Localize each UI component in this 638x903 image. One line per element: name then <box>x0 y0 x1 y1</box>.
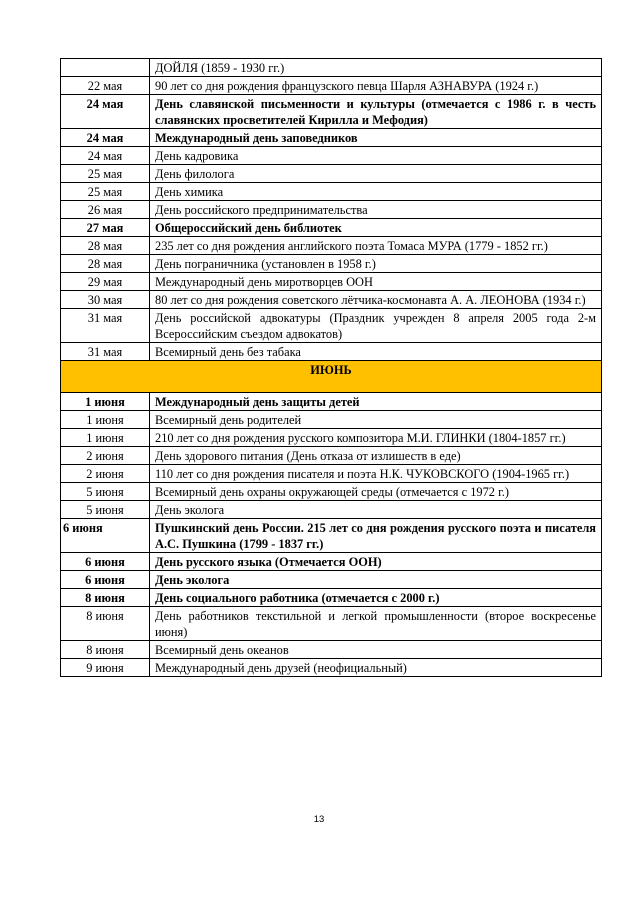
date-cell: 1 июня <box>61 393 150 411</box>
date-cell: 5 июня <box>61 483 150 501</box>
date-cell: 5 июня <box>61 501 150 519</box>
table-row <box>61 343 602 361</box>
date-cell: 1 июня <box>61 429 150 447</box>
date-cell: 25 мая <box>61 183 150 201</box>
events-table <box>60 58 602 677</box>
table-row <box>61 483 602 501</box>
table-row <box>61 273 602 291</box>
event-cell: День филолога <box>150 165 602 183</box>
date-cell: 26 мая <box>61 201 150 219</box>
event-cell: Международный день заповедников <box>150 129 602 147</box>
table-row <box>61 309 602 343</box>
event-cell: Всемирный день без табака <box>150 343 602 361</box>
table-row <box>61 201 602 219</box>
page-number: 13 <box>313 814 325 825</box>
event-cell: 210 лет со дня рождения русского композитора М.И. ГЛИНКИ (1804-1857 гг.) <box>150 429 602 447</box>
date-cell: 2 июня <box>61 465 150 483</box>
date-cell: 28 мая <box>61 237 150 255</box>
date-cell <box>61 59 150 77</box>
event-cell: Международный день миротворцев ООН <box>150 273 602 291</box>
date-cell: 24 мая <box>61 129 150 147</box>
event-cell: День российского предпринимательства <box>150 201 602 219</box>
event-cell: День здорового питания (День отказа от излишеств в еде) <box>150 447 602 465</box>
date-cell: 1 июня <box>61 411 150 429</box>
date-cell: 28 мая <box>61 255 150 273</box>
table-row <box>61 519 602 553</box>
event-cell: Международный день защиты детей <box>150 393 602 411</box>
date-cell: 31 мая <box>61 309 150 343</box>
table-row <box>61 95 602 129</box>
table-row <box>61 59 602 77</box>
month-header-row <box>61 361 602 393</box>
table-row <box>61 571 602 589</box>
table-row <box>61 147 602 165</box>
table-row <box>61 237 602 255</box>
table-row <box>61 255 602 273</box>
table-row <box>61 291 602 309</box>
event-cell: День эколога <box>150 571 602 589</box>
table-row <box>61 465 602 483</box>
event-cell: День российской адвокатуры (Праздник учрежден 8 апреля 2005 года 2-м Всероссийским съездом адвокатов) <box>150 309 602 343</box>
event-cell: День кадровика <box>150 147 602 165</box>
date-cell: 29 мая <box>61 273 150 291</box>
event-cell: 80 лет со дня рождения советского лётчика-космонавта А. А. ЛЕОНОВА (1934 г.) <box>150 291 602 309</box>
table-row <box>61 183 602 201</box>
date-cell: 25 мая <box>61 165 150 183</box>
month-header: ИЮНЬ <box>61 361 602 393</box>
table-row <box>61 659 602 677</box>
event-cell: ДОЙЛЯ (1859 - 1930 гг.) <box>150 59 602 77</box>
event-cell: День эколога <box>150 501 602 519</box>
date-cell: 6 июня <box>61 553 150 571</box>
table-body <box>61 59 602 677</box>
event-cell: Всемирный день охраны окружающей среды (отмечается с 1972 г.) <box>150 483 602 501</box>
event-cell: Пушкинский день России. 215 лет со дня рождения русского поэта и писателя А.С. Пушкина (1799 - 1837 гг.) <box>150 519 602 553</box>
table-row <box>61 589 602 607</box>
table-row <box>61 77 602 95</box>
date-cell: 6 июня <box>61 519 150 553</box>
date-cell: 24 мая <box>61 147 150 165</box>
date-cell: 6 июня <box>61 571 150 589</box>
date-cell: 27 мая <box>61 219 150 237</box>
event-cell: 235 лет со дня рождения английского поэта Томаса МУРА (1779 - 1852 гг.) <box>150 237 602 255</box>
event-cell: Международный день друзей (неофициальный) <box>150 659 602 677</box>
event-cell: 90 лет со дня рождения французского певца Шарля АЗНАВУРА (1924 г.) <box>150 77 602 95</box>
event-cell: День работников текстильной и легкой промышленности (второе воскресенье июня) <box>150 607 602 641</box>
table-row <box>61 393 602 411</box>
date-cell: 8 июня <box>61 641 150 659</box>
date-cell: 30 мая <box>61 291 150 309</box>
table-row <box>61 447 602 465</box>
event-cell: День славянской письменности и культуры (отмечается с 1986 г. в честь славянских просветителей Кирилла и Мефодия) <box>150 95 602 129</box>
event-cell: Всемирный день океанов <box>150 641 602 659</box>
table-row <box>61 553 602 571</box>
event-cell: Всемирный день родителей <box>150 411 602 429</box>
event-cell: День пограничника (установлен в 1958 г.) <box>150 255 602 273</box>
event-cell: День русского языка (Отмечается ООН) <box>150 553 602 571</box>
table-row <box>61 607 602 641</box>
date-cell: 24 мая <box>61 95 150 129</box>
table-row <box>61 411 602 429</box>
date-cell: 2 июня <box>61 447 150 465</box>
table-row <box>61 429 602 447</box>
table-row <box>61 129 602 147</box>
date-cell: 8 июня <box>61 589 150 607</box>
date-cell: 9 июня <box>61 659 150 677</box>
date-cell: 8 июня <box>61 607 150 641</box>
table-row <box>61 165 602 183</box>
table-row <box>61 641 602 659</box>
event-cell: День химика <box>150 183 602 201</box>
date-cell: 22 мая <box>61 77 150 95</box>
date-cell: 31 мая <box>61 343 150 361</box>
event-cell: Общероссийский день библиотек <box>150 219 602 237</box>
event-cell: День социального работника (отмечается с 2000 г.) <box>150 589 602 607</box>
table-row <box>61 219 602 237</box>
table-row <box>61 501 602 519</box>
event-cell: 110 лет со дня рождения писателя и поэта Н.К. ЧУКОВСКОГО (1904-1965 гг.) <box>150 465 602 483</box>
